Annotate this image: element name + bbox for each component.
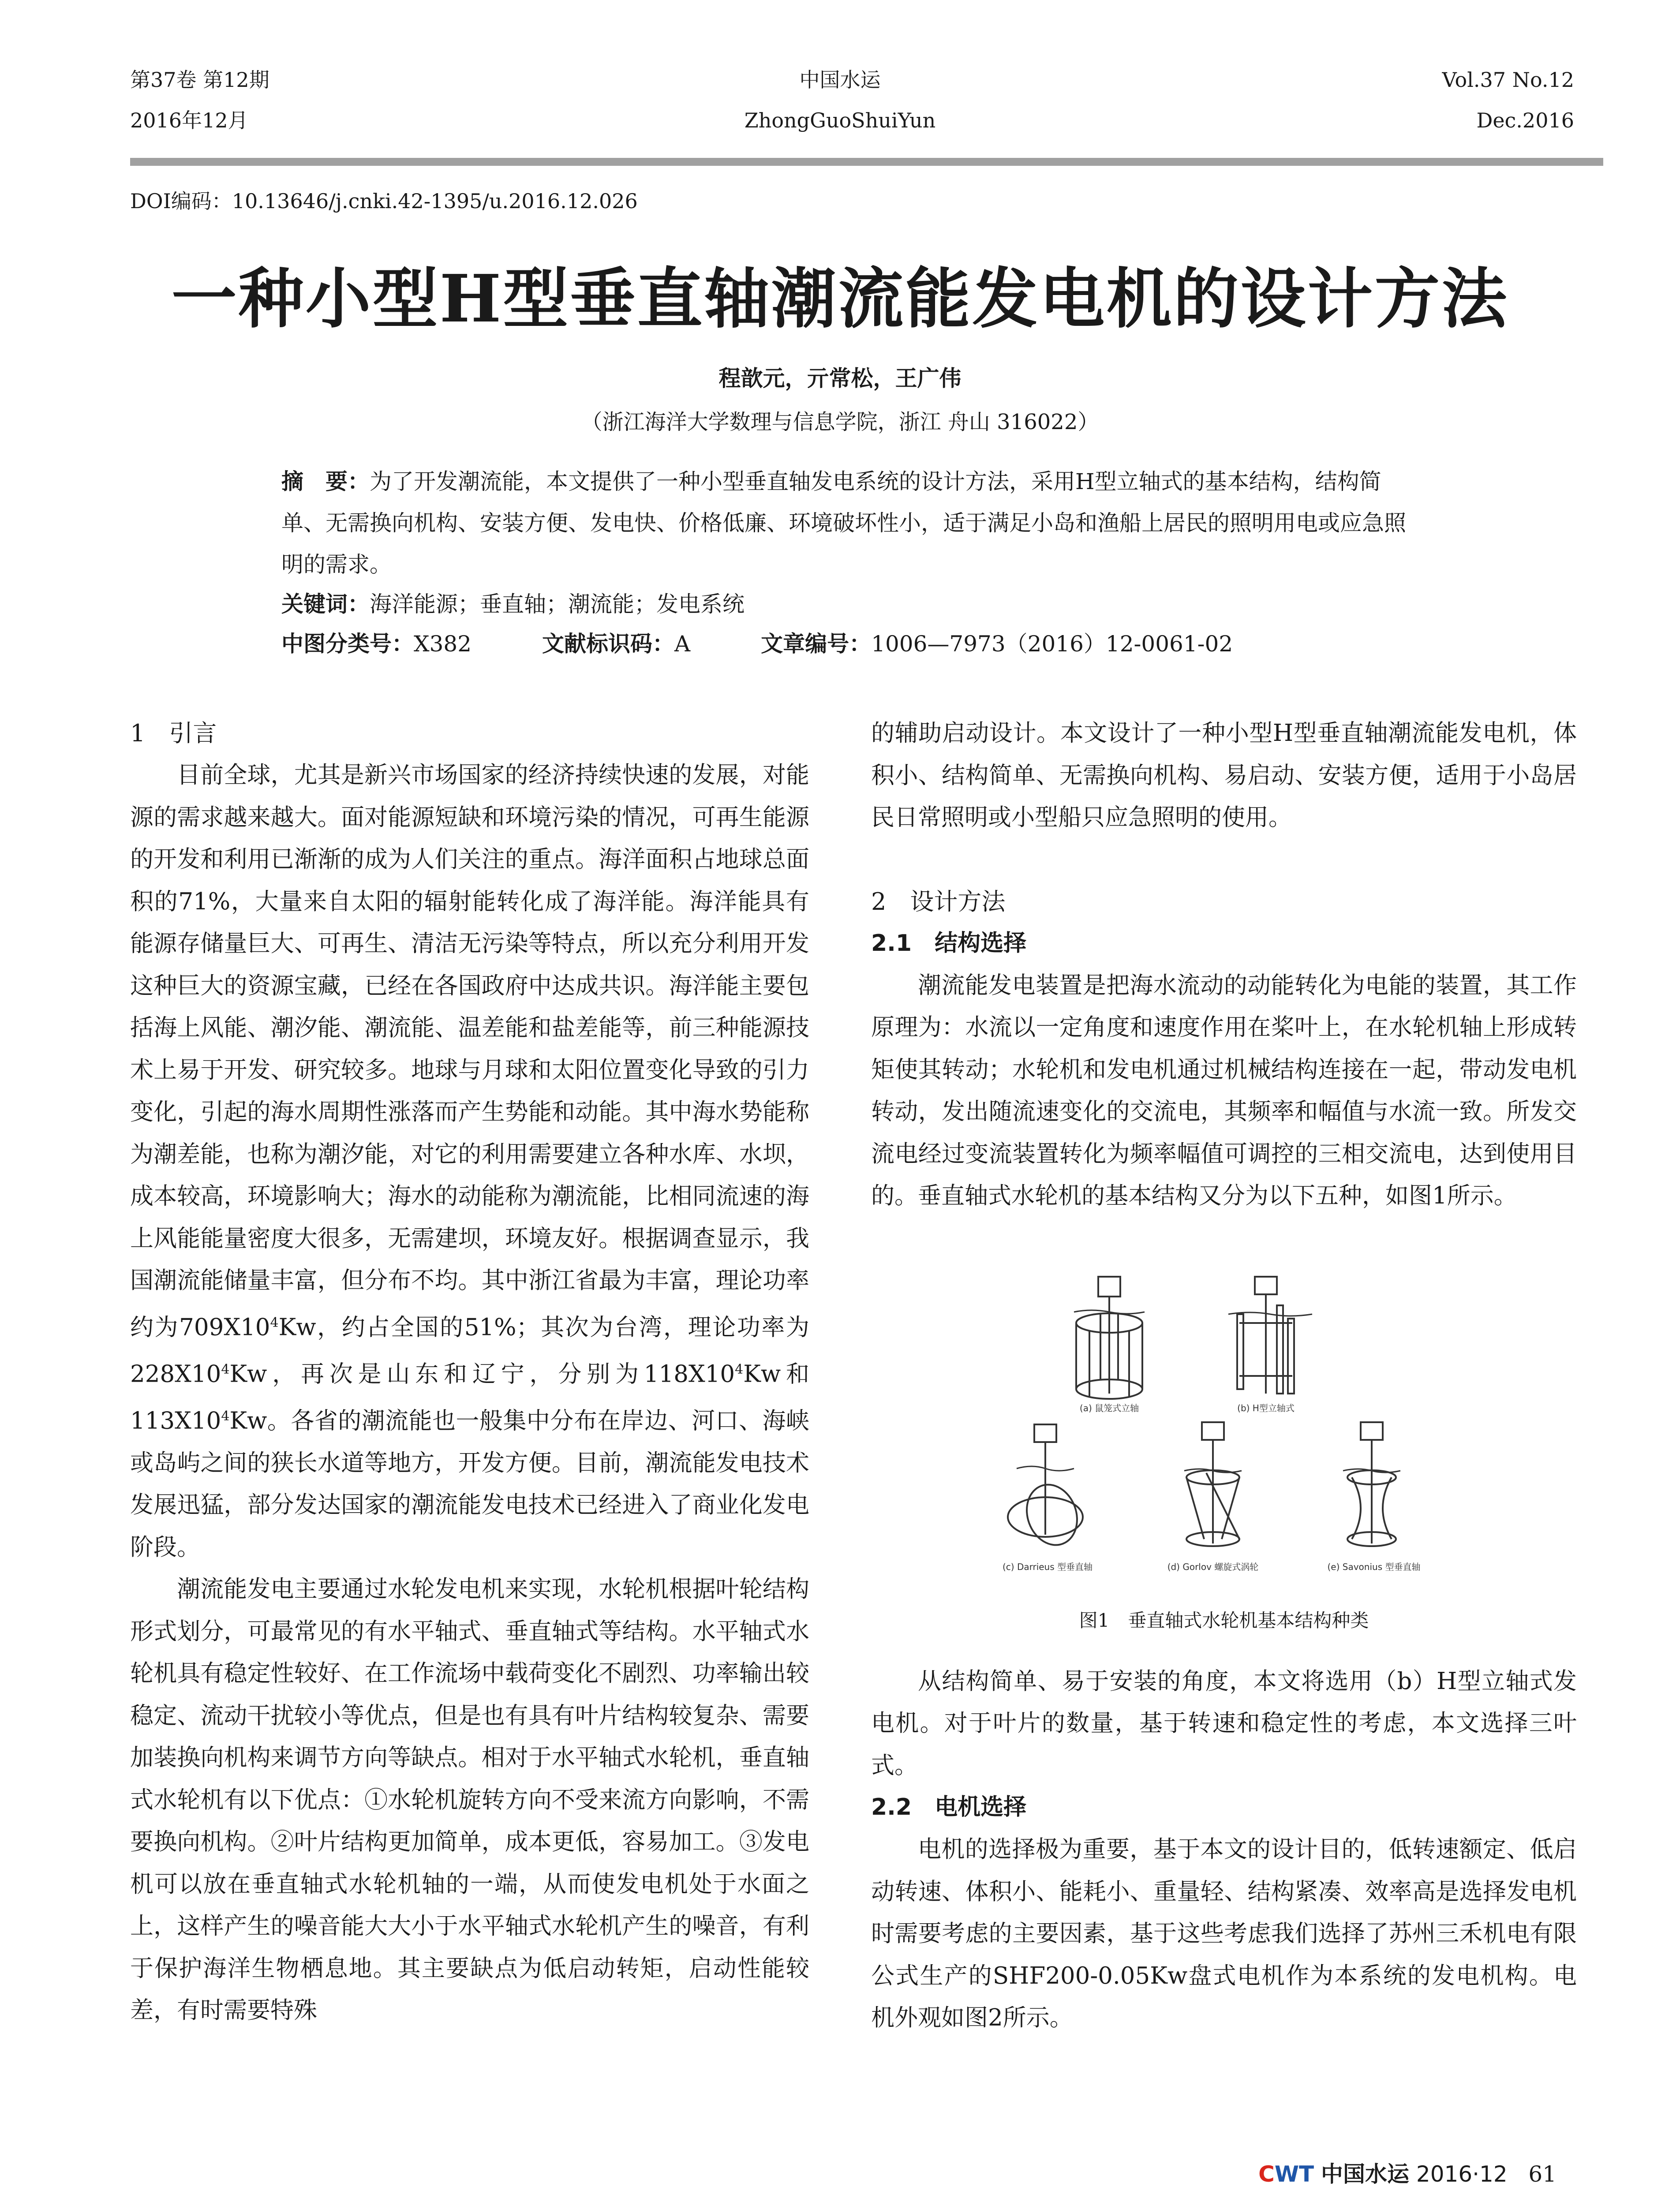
figure-1-sublabel-a: (a) 鼠笼式立轴 <box>1079 1403 1139 1413</box>
page-footer <box>1258 2156 1557 2188</box>
figure-1-sublabel-c: (c) Darrieus 型垂直轴 <box>1002 1562 1093 1572</box>
turbine-e-savonius <box>1343 1422 1400 1546</box>
section2-paragraph-1: 潮流能发电装置是把海水流动的动能转化为电能的装置，其工作原理为：水流以一定角度和速度作用在桨叶上，在水轮机轴上形成转矩使其转动；水轮机和发电机通过机械结构连接在一起，带动发电机转动，发出随流速变化的交流电，其频率和幅值与水流一致。所发交流电经过变流装置转化为频率幅值可调控的三相交流电，达到使用目的。垂直轴式水轮机的基本结构又分为以下五种，如图1所示。 <box>871 972 1577 1209</box>
footer-journal: 中国水运 <box>1321 2161 1410 2187</box>
figure-1-caption: 图1 垂直轴式水轮机基本结构种类 <box>1079 1610 1369 1631</box>
keywords <box>281 587 745 618</box>
subsection-2-1-heading: 2.1 结构选择 <box>871 930 1027 957</box>
header-volume-en <box>1442 60 1574 141</box>
article-no-value: 1006—7973（2016）12-0061-02 <box>871 631 1233 657</box>
page-number: 61 <box>1528 2161 1557 2187</box>
header-journal <box>0 60 1680 141</box>
header-vol-no: Vol.37 No.12 <box>1442 68 1574 92</box>
article-no-label: 文章编号： <box>761 631 872 657</box>
keywords-text: 海洋能源；垂直轴；潮流能；发电系统 <box>370 591 745 617</box>
turbine-b-h-type <box>1228 1277 1312 1394</box>
header-volume-issue: 第37卷 第12期 <box>130 68 269 92</box>
clc-value: X382 <box>414 631 472 657</box>
doi: DOI编码：10.13646/j.cnki.42-1395/u.2016.12.026 <box>130 189 638 213</box>
section1-heading: 1 引言 <box>130 719 217 747</box>
header-rule <box>130 158 1603 166</box>
section2-paragraph-3: 电机的选择极为重要，基于本文的设计目的，低转速额定、低启动转速、体积小、能耗小、重量轻、结构紧凑、效率高是选择发电机时需要考虑的主要因素，基于这些考虑我们选择了苏州三禾机电有限公式生产的SHF200-0.05Kw盘式电机作为本系统的发电机构。电机外观如图2所示。 <box>871 1836 1577 2031</box>
section2-heading: 2 设计方法 <box>871 887 1006 916</box>
figure-1-sublabel-b: (b) H型立轴式 <box>1237 1403 1295 1413</box>
header-date-en: Dec.2016 <box>1476 108 1574 132</box>
subsection-2-2-heading: 2.2 电机选择 <box>871 1794 1027 1820</box>
abstract-text: 为了开发潮流能，本文提供了一种小型垂直轴发电系统的设计方法，采用H型立轴式的基本结构，结构简单、无需换向机构、安装方便、发电快、价格低廉、环境破坏性小，适于满足小岛和渔船上居民的照明用电或应急照明的需求。 <box>281 469 1406 577</box>
turbine-d-gorlov <box>1184 1422 1242 1546</box>
affiliation: （浙江海洋大学数理与信息学院，浙江 舟山 316022） <box>581 410 1099 434</box>
left-column <box>130 712 809 2032</box>
header-date: 2016年12月 <box>130 108 248 132</box>
classification-line <box>281 626 1472 658</box>
figure-1-illustration <box>999 1270 1440 1579</box>
footer-issue: 2016·12 <box>1416 2161 1508 2187</box>
header-journal-pinyin: ZhongGuoShuiYun <box>744 108 936 132</box>
turbine-a-squirrel-cage <box>1074 1277 1145 1399</box>
section1-paragraph-2: 潮流能发电主要通过水轮发电机来实现，水轮机根据叶轮结构形式划分，可最常见的有水平轴式、垂直轴式等结构。水平轴式水轮机具有稳定性较好、在工作流场中载荷变化不剧烈、功率输出较稳定、流动干扰较小等优点，但是也有具有叶片结构较复杂、需要加装换向机构来调节方向等缺点。相对于水平轴式水轮机，垂直轴式水轮机有以下优点：①水轮机旋转方向不受来流方向影响，不需要换向机构。②叶片结构更加简单，成本更低，容易加工。③发电机可以放在垂直轴式水轮机轴的一端，从而使发电机处于水面之上，这样产生的噪音能大大小于水平轴式水轮机产生的噪音，有利于保护海洋生物栖息地。其主要缺点为低启动转矩，启动性能较差，有时需要特殊 <box>130 1576 809 2024</box>
figure-1-sublabel-d: (d) Gorlov 螺旋式涡轮 <box>1167 1562 1259 1572</box>
turbine-c-darrieus <box>1008 1424 1085 1552</box>
doc-code-value: A <box>674 631 691 657</box>
section1-paragraph-1: 目前全球，尤其是新兴市场国家的经济持续快速的发展，对能源的需求越来越大。面对能源短缺和环境污染的情况，可再生能源的开发和利用已渐渐的成为人们关注的重点。海洋面积占地球总面积的71%，大量来自太阳的辐射能转化成了海洋能。海洋能具有能源存储量巨大、可再生、清洁无污染等特点，所以充分利用开发这种巨大的资源宝藏，已经在各国政府中达成共识。海洋能主要包括海上风能、潮汐能、潮流能、温差能和盐差能等，前三种能源技术上易于开发、研究较多。地球与月球和太阳位置变化导致的引力变化，引起的海水周期性涨落而产生势能和动能。其中海水势能称为潮差能，也称为潮汐能，对它的利用需要建立各种水库、水坝，成本较高，环境影响大；海水的动能称为潮流能，比相同流速的海上风能能量密度大很多，无需建坝，环境友好。根据调查显示，我国潮流能储量丰富，但分布不均。其中浙江省最为丰富，理论功率约为$709X10^4Kw$，约占全国的51%；其次为台湾，理论功率为$228X10^4Kw$，再次是山东和辽宁，分别为$118X10^4Kw$和$113X10^4Kw$。各省的潮流能也一般集中分布在岸边、河口、海峡或岛屿之间的狭长水道等地方，开发方便。目前，潮流能发电技术发展迅猛，部分发达国家的潮流能发电技术已经进入了商业化发电阶段。 <box>130 762 809 1561</box>
keywords-label: 关键词： <box>281 591 370 617</box>
cwt-logo: CWT <box>1258 2161 1314 2187</box>
doc-code-label: 文献标识码： <box>542 631 675 657</box>
section2-paragraph-2: 从结构简单、易于安装的角度，本文将选用（b）H型立轴式发电机。对于叶片的数量，基于转速和稳定性的考虑，本文选择三叶式。 <box>871 1667 1577 1779</box>
section1-paragraph-3: 的辅助启动设计。本文设计了一种小型H型垂直轴潮流能发电机，体积小、结构简单、无需换向机构、易启动、安装方便，适用于小岛居民日常照明或小型船只应急照明的使用。 <box>871 720 1577 831</box>
abstract <box>281 461 1411 585</box>
abstract-label: 摘 要： <box>281 469 370 494</box>
authors: 程歆元，亓常松，王广伟 <box>718 366 962 391</box>
paper-title: 一种小型H型垂直轴潮流能发电机的设计方法 <box>171 260 1509 337</box>
clc-label: 中图分类号： <box>281 631 414 657</box>
figure-1-sublabel-e: (e) Savonius 型垂直轴 <box>1327 1562 1421 1572</box>
header-journal-name: 中国水运 <box>799 68 881 92</box>
figure-1 <box>999 1270 1440 1579</box>
